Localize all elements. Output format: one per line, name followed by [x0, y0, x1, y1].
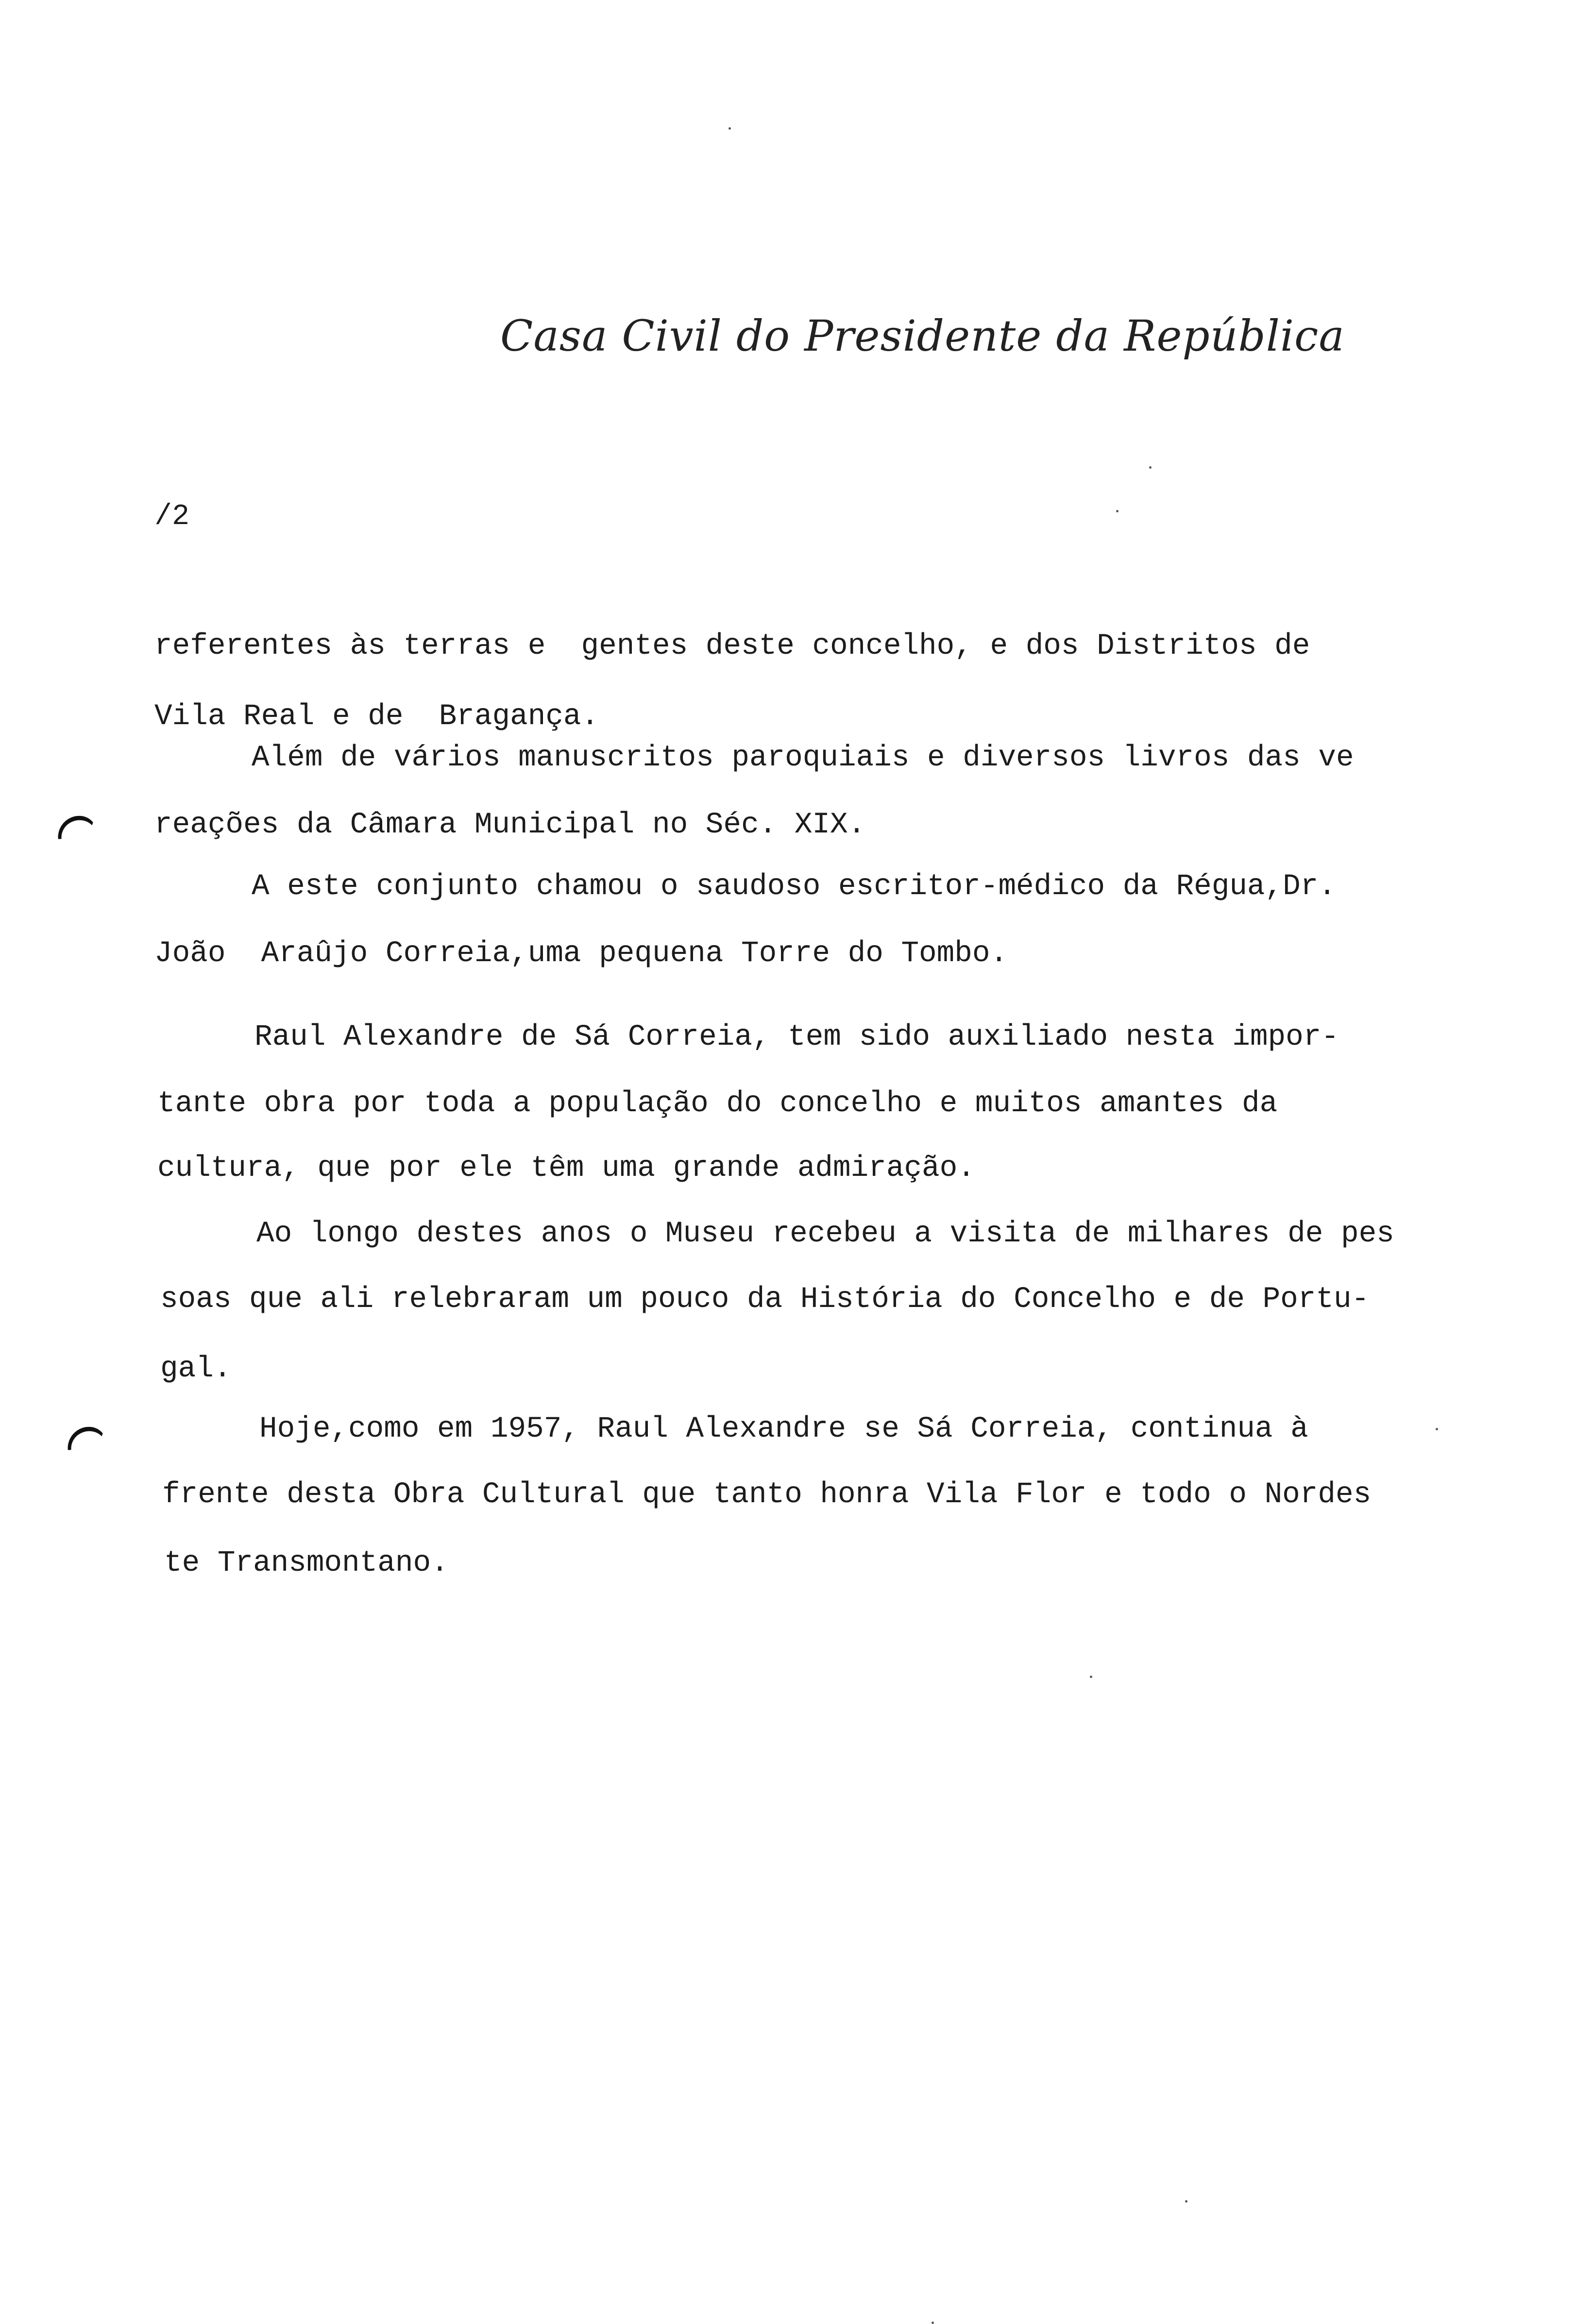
scan-speck [1436, 1428, 1438, 1430]
page-number: /2 [154, 500, 190, 533]
scan-speck [1149, 466, 1152, 469]
scan-speck [1090, 1676, 1092, 1678]
body-line: soas que ali relebraram um pouco da História do Concelho e de Portu- [160, 1283, 1370, 1316]
body-line: reações da Câmara Municipal no Séc. XIX. [154, 808, 866, 842]
scan-speck [1116, 510, 1118, 512]
body-line: Hoje,como em 1957, Raul Alexandre se Sá Correia, continua à [259, 1412, 1308, 1446]
body-line: tante obra por toda a população do concelho e muitos amantes da [157, 1087, 1278, 1120]
body-line: Raul Alexandre de Sá Correia, tem sido auxiliado nesta impor- [254, 1020, 1339, 1054]
body-line: Vila Real e de Bragança. [154, 700, 599, 733]
scan-speck [729, 127, 731, 130]
body-line: referentes às terras e gentes deste concelho, e dos Distritos de [154, 629, 1310, 663]
scan-speck [932, 2322, 934, 2324]
body-line: gal. [160, 1352, 232, 1386]
body-line: Além de vários manuscritos paroquiais e diversos livros das ve [252, 741, 1354, 775]
scan-speck [1185, 2200, 1187, 2203]
margin-mark [67, 1425, 107, 1450]
body-line: Ao longo destes anos o Museu recebeu a visita de milhares de pes [256, 1217, 1394, 1251]
body-line: te Transmontano. [164, 1546, 449, 1580]
body-line: frente desta Obra Cultural que tanto honra Vila Flor e todo o Nordes [162, 1478, 1372, 1511]
body-line: cultura, que por ele têm uma grande admiração. [157, 1152, 975, 1185]
body-line: A este conjunto chamou o saudoso escritor-médico da Régua,Dr. [252, 870, 1336, 903]
letterhead: Casa Civil do Presidente da República [500, 311, 1345, 361]
margin-mark [57, 814, 98, 839]
body-line: João Araûjo Correia,uma pequena Torre do Tombo. [154, 937, 1008, 970]
